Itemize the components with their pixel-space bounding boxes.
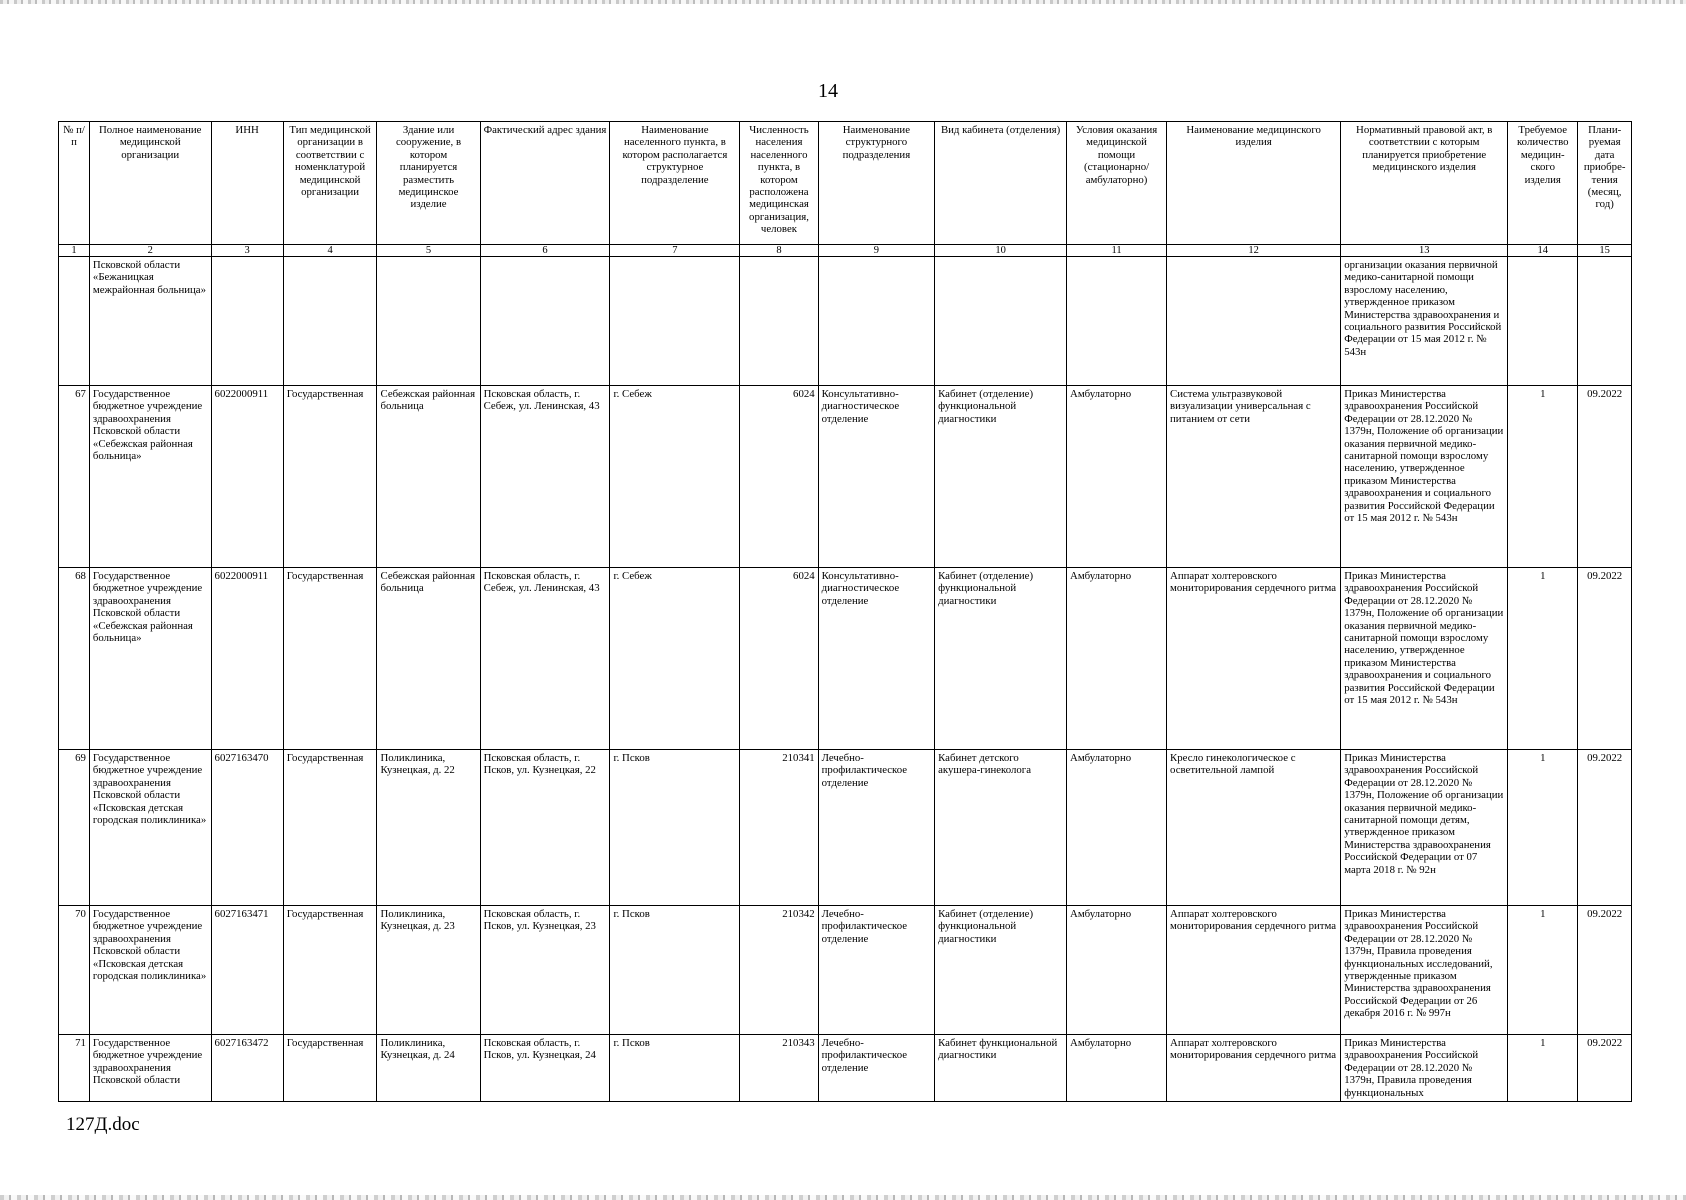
cell-settlement: г. Себеж (610, 386, 740, 568)
column-number: 1 (59, 245, 90, 257)
cell-building: Себежская районная больница (377, 568, 480, 750)
cell-organization: Псковской области «Бежаницкая межрайонная больница» (89, 257, 211, 386)
cell-unit: Лечебно-профилактическое отделение (818, 750, 934, 906)
scan-edge-bottom (0, 1195, 1686, 1200)
table-row (59, 568, 1632, 750)
cell-device: Кресло гинекологическое с осветительной лампой (1167, 750, 1341, 906)
table-row (59, 386, 1632, 568)
table-header-row (59, 122, 1632, 245)
cell-conditions: Амбулаторно (1067, 386, 1167, 568)
cell-legal-act: Приказ Министерства здравоохранения Российской Федерации от 28.12.2020 № 1379н, Правила проведения функциональных (1341, 1035, 1508, 1102)
cell-cabinet: Кабинет функциональной диагностики (935, 1035, 1067, 1102)
column-number: 3 (211, 245, 283, 257)
cell-settlement: г. Псков (610, 750, 740, 906)
cell-cabinet: Кабинет (отделение) функциональной диагностики (935, 906, 1067, 1035)
header-cell: ИНН (211, 122, 283, 245)
scan-edge-top (0, 0, 1686, 4)
table-row (59, 1035, 1632, 1102)
header-cell: Наименование населенного пункта, в котором располагается структурное подразделение (610, 122, 740, 245)
cell-building: Поликлиника, Кузнецкая, д. 23 (377, 906, 480, 1035)
cell-quantity: 1 (1508, 1035, 1578, 1102)
cell-inn: 6027163470 (211, 750, 283, 906)
cell-date: 09.2022 (1578, 750, 1632, 906)
cell-population: 6024 (740, 386, 818, 568)
column-number: 10 (935, 245, 1067, 257)
header-cell: Плани-руемая дата приобре-тения (месяц, год) (1578, 122, 1632, 245)
cell-device: Аппарат холтеровского мониторирования сердечного ритма (1167, 1035, 1341, 1102)
cell-conditions: Амбулаторно (1067, 750, 1167, 906)
cell-unit: Консультативно-диагностическое отделение (818, 386, 934, 568)
header-cell: Наименование структурного подразделения (818, 122, 934, 245)
cell-legal-act: организации оказания первичной медико-санитарной помощи взрослому населению, утвержденное приказом Министерства здравоохранения и социального развития Российской Федерации от 15 мая 2012 г. № 543н (1341, 257, 1508, 386)
cell-conditions (1067, 257, 1167, 386)
cell-row-number: 69 (59, 750, 90, 906)
cell-org-type (283, 257, 377, 386)
cell-organization: Государственное бюджетное учреждение здравоохранения Псковской области «Псковская детская городская поликлиника» (89, 906, 211, 1035)
cell-inn (211, 257, 283, 386)
cell-unit: Лечебно-профилактическое отделение (818, 906, 934, 1035)
column-number: 5 (377, 245, 480, 257)
cell-population: 210341 (740, 750, 818, 906)
cell-quantity: 1 (1508, 386, 1578, 568)
cell-unit (818, 257, 934, 386)
table-row (59, 750, 1632, 906)
cell-conditions: Амбулаторно (1067, 1035, 1167, 1102)
document-filename: 127Д.doc (66, 1114, 140, 1135)
column-number: 7 (610, 245, 740, 257)
cell-org-type: Государственная (283, 568, 377, 750)
cell-org-type: Государственная (283, 386, 377, 568)
column-number-row (59, 245, 1632, 257)
column-number: 14 (1508, 245, 1578, 257)
column-number: 9 (818, 245, 934, 257)
cell-unit: Лечебно-профилактическое отделение (818, 1035, 934, 1102)
cell-row-number: 71 (59, 1035, 90, 1102)
header-cell: Численность населения населенного пункта, в котором расположена медицинская организация, человек (740, 122, 818, 245)
cell-inn: 6022000911 (211, 568, 283, 750)
cell-date: 09.2022 (1578, 906, 1632, 1035)
cell-building: Поликлиника, Кузнецкая, д. 22 (377, 750, 480, 906)
cell-org-type: Государственная (283, 906, 377, 1035)
cell-row-number: 70 (59, 906, 90, 1035)
cell-cabinet (935, 257, 1067, 386)
cell-population: 6024 (740, 568, 818, 750)
cell-settlement: г. Себеж (610, 568, 740, 750)
cell-settlement: г. Псков (610, 1035, 740, 1102)
column-number: 11 (1067, 245, 1167, 257)
cell-address (480, 257, 610, 386)
cell-legal-act: Приказ Министерства здравоохранения Российской Федерации от 28.12.2020 № 1379н, Положение об организации оказания первичной медико-санитарной помощи детям, утвержденное приказом Министерства здравоохранения Российской Федерации от 07 марта 2018 г. № 92н (1341, 750, 1508, 906)
cell-org-type: Государственная (283, 750, 377, 906)
cell-row-number (59, 257, 90, 386)
cell-date: 09.2022 (1578, 568, 1632, 750)
cell-quantity (1508, 257, 1578, 386)
cell-address: Псковская область, г. Себеж, ул. Ленинская, 43 (480, 568, 610, 750)
header-cell: № п/п (59, 122, 90, 245)
cell-legal-act: Приказ Министерства здравоохранения Российской Федерации от 28.12.2020 № 1379н, Положение об организации оказания первичной медико-санитарной помощи взрослому населению, утвержденное приказом Министерства здравоохранения и социального развития Российской Федерации от 15 мая 2012 г. № 543н (1341, 386, 1508, 568)
cell-legal-act: Приказ Министерства здравоохранения Российской Федерации от 28.12.2020 № 1379н, Правила проведения функциональных исследований, утвержденные приказом Министерства здравоохранения Российской Федерации от 26 декабря 2016 г. № 997н (1341, 906, 1508, 1035)
column-number: 6 (480, 245, 610, 257)
cell-org-type: Государственная (283, 1035, 377, 1102)
cell-device (1167, 257, 1341, 386)
cell-building: Поликлиника, Кузнецкая, д. 24 (377, 1035, 480, 1102)
cell-conditions: Амбулаторно (1067, 906, 1167, 1035)
cell-row-number: 67 (59, 386, 90, 568)
header-cell: Требуемое количество медицин-ского изделия (1508, 122, 1578, 245)
header-cell: Фактический адрес здания (480, 122, 610, 245)
column-number: 8 (740, 245, 818, 257)
table-row-continuation (59, 257, 1632, 386)
column-number: 4 (283, 245, 377, 257)
header-cell: Нормативный правовой акт, в соответствии с которым планируется приобретение медицинского изделия (1341, 122, 1508, 245)
column-number: 13 (1341, 245, 1508, 257)
cell-organization: Государственное бюджетное учреждение здравоохранения Псковской области «Псковская детская городская поликлиника» (89, 750, 211, 906)
cell-building: Себежская районная больница (377, 386, 480, 568)
cell-row-number: 68 (59, 568, 90, 750)
column-number: 2 (89, 245, 211, 257)
cell-quantity: 1 (1508, 568, 1578, 750)
cell-cabinet: Кабинет детского акушера-гинеколога (935, 750, 1067, 906)
equipment-table (58, 121, 1632, 1102)
cell-population: 210342 (740, 906, 818, 1035)
header-cell: Тип медицинской организации в соответствии с номенклатурой медицинской организации (283, 122, 377, 245)
cell-date: 09.2022 (1578, 386, 1632, 568)
cell-settlement: г. Псков (610, 906, 740, 1035)
cell-population (740, 257, 818, 386)
cell-organization: Государственное бюджетное учреждение здравоохранения Псковской области «Себежская районная больница» (89, 568, 211, 750)
cell-date (1578, 257, 1632, 386)
column-number: 12 (1167, 245, 1341, 257)
column-number: 15 (1578, 245, 1632, 257)
header-cell: Наименование медицинского изделия (1167, 122, 1341, 245)
cell-device: Система ультразвуковой визуализации универсальная с питанием от сети (1167, 386, 1341, 568)
header-cell: Вид кабинета (отделения) (935, 122, 1067, 245)
cell-legal-act: Приказ Министерства здравоохранения Российской Федерации от 28.12.2020 № 1379н, Положение об организации оказания первичной медико-санитарной помощи взрослому населению, утвержденное приказом Министерства здравоохранения и социального развития Российской Федерации от 15 мая 2012 г. № 543н (1341, 568, 1508, 750)
cell-date: 09.2022 (1578, 1035, 1632, 1102)
cell-inn: 6027163471 (211, 906, 283, 1035)
cell-address: Псковская область, г. Псков, ул. Кузнецкая, 24 (480, 1035, 610, 1102)
cell-address: Псковская область, г. Псков, ул. Кузнецкая, 22 (480, 750, 610, 906)
header-cell: Полное наименование медицинской организации (89, 122, 211, 245)
cell-organization: Государственное бюджетное учреждение здравоохранения Псковской области «Себежская районная больница» (89, 386, 211, 568)
cell-quantity: 1 (1508, 750, 1578, 906)
cell-device: Аппарат холтеровского мониторирования сердечного ритма (1167, 568, 1341, 750)
cell-building (377, 257, 480, 386)
cell-cabinet: Кабинет (отделение) функциональной диагностики (935, 568, 1067, 750)
cell-population: 210343 (740, 1035, 818, 1102)
cell-organization: Государственное бюджетное учреждение здравоохранения Псковской области (89, 1035, 211, 1102)
cell-address: Псковская область, г. Псков, ул. Кузнецкая, 23 (480, 906, 610, 1035)
cell-address: Псковская область, г. Себеж, ул. Ленинская, 43 (480, 386, 610, 568)
cell-quantity: 1 (1508, 906, 1578, 1035)
header-cell: Условия оказания медицинской помощи (стационарно/ амбулаторно) (1067, 122, 1167, 245)
cell-device: Аппарат холтеровского мониторирования сердечного ритма (1167, 906, 1341, 1035)
page-number: 14 (818, 80, 838, 102)
cell-conditions: Амбулаторно (1067, 568, 1167, 750)
table-row (59, 906, 1632, 1035)
cell-inn: 6022000911 (211, 386, 283, 568)
header-cell: Здание или сооружение, в котором планируется разместить медицинское изделие (377, 122, 480, 245)
cell-inn: 6027163472 (211, 1035, 283, 1102)
cell-settlement (610, 257, 740, 386)
cell-cabinet: Кабинет (отделение) функциональной диагностики (935, 386, 1067, 568)
cell-unit: Консультативно-диагностическое отделение (818, 568, 934, 750)
